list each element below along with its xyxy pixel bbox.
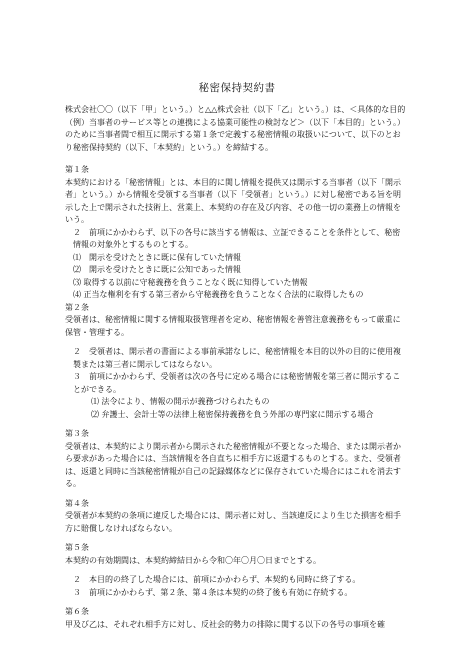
article-1-item-2: ⑵ 開示を受けたときに既に公知であった情報	[73, 265, 241, 274]
document-body	[65, 104, 408, 631]
article-5-paragraph-3: ３ 前項にかかわらず、第２条、第４条は本契約の終了後も有効に存続する。	[73, 587, 353, 597]
article-1-item-4: ⑷ 正当な権利を有する第三者から守秘義務を負うことなく合法的に取得したもの	[73, 290, 364, 299]
article-4-paragraph-1: 受領者が本契約の条項に違反した場合には、開示者に対し、当該違反により生じた損害を相手方に賠償しなければならない。	[65, 511, 401, 533]
article-5-paragraph-1: 本契約の有効期間は、本契約締結日から令和〇年〇月〇日までとする。	[65, 555, 321, 565]
article-6-heading: 第６条	[65, 607, 89, 616]
article-5-paragraph-2: ２ 本目的の終了した場合には、前項にかかわらず、本契約も同時に終了する。	[73, 575, 361, 584]
article-2-item-2: ⑵ 弁護士、会計士等の法律上秘密保持義務を負う外部の専門家に開示する場合	[91, 409, 374, 419]
article-5-heading: 第５条	[65, 543, 89, 552]
article-2-heading: 第２条	[65, 302, 89, 312]
article-1-item-1: ⑴ 開示を受けたときに既に保有していた情報	[73, 252, 241, 262]
article-1-paragraph-1: 本契約における「秘密情報」とは、本目的に関し情報を提供又は開示する当事者（以下「開示者」という。）から情報を受領する当事者（以下「受領者」という。）に対し秘密である旨を明示した上で開示された技術上、営業上、本契約の存在及び内容、その他一切の業務上の情報をいう。	[65, 177, 401, 224]
article-2-paragraph-3: ３ 前項にかかわらず、受領者は次の各号に定める場合には秘密情報を第三者に開示することができる。	[73, 372, 401, 394]
article-2-paragraph-1: 受領者は、秘密情報に関する情報取扱管理者を定め、秘密情報を善管注意義務をもって厳重に保管・管理する。	[65, 315, 401, 337]
article-4-heading: 第４条	[65, 498, 89, 508]
document-title: 秘密保持契約書	[198, 82, 276, 94]
article-1-paragraph-2: ２ 前項にかかわらず、以下の各号に該当する情報は、立証できることを条件として、秘密情報の対象外とするものとする。	[73, 227, 401, 249]
article-2-paragraph-2: ２ 受領者は、開示者の書面による事前承諾なしに、秘密情報を本目的以外の目的に使用複製または第三者に開示してはならない。	[73, 347, 401, 369]
article-1-item-3: ⑶ 取得する以前に守秘義務を負うことなく既に知得していた情報	[73, 277, 308, 287]
article-3-heading: 第３条	[65, 429, 89, 438]
article-3-paragraph-1: 受領者は、本契約により開示者から開示された秘密情報が不要となった場合、または開示者から要求があった場合には、当該情報を各自直ちに相手方に返還するものとする。また、受領者は、返還と同時に当該秘密情報が自己の記録媒体などに保存されていた場合にはこれを消去する。	[65, 441, 401, 488]
article-6-paragraph-1: 甲及び乙は、それぞれ相手方に対し、反社会的勢力の排除に関する以下の各号の事項を確	[65, 619, 385, 629]
article-1-heading: 第１条	[65, 165, 89, 174]
article-2-item-1: ⑴ 法令により、情報の開示が義務づけられたもの	[91, 397, 270, 406]
preamble: 株式会社〇〇（以下「甲」という。）と△△株式会社（以下「乙」という。）は、＜具体的な目的（例）当事者のサービス等との連携による協業可能性の検討など＞（以下「本目的」という。）のために当事者間で相互に開示する第１条で定義する秘密情報の取扱いについて、以下のとおり秘密保持契約（以下、「本契約」という。）を締結する。	[65, 105, 406, 152]
